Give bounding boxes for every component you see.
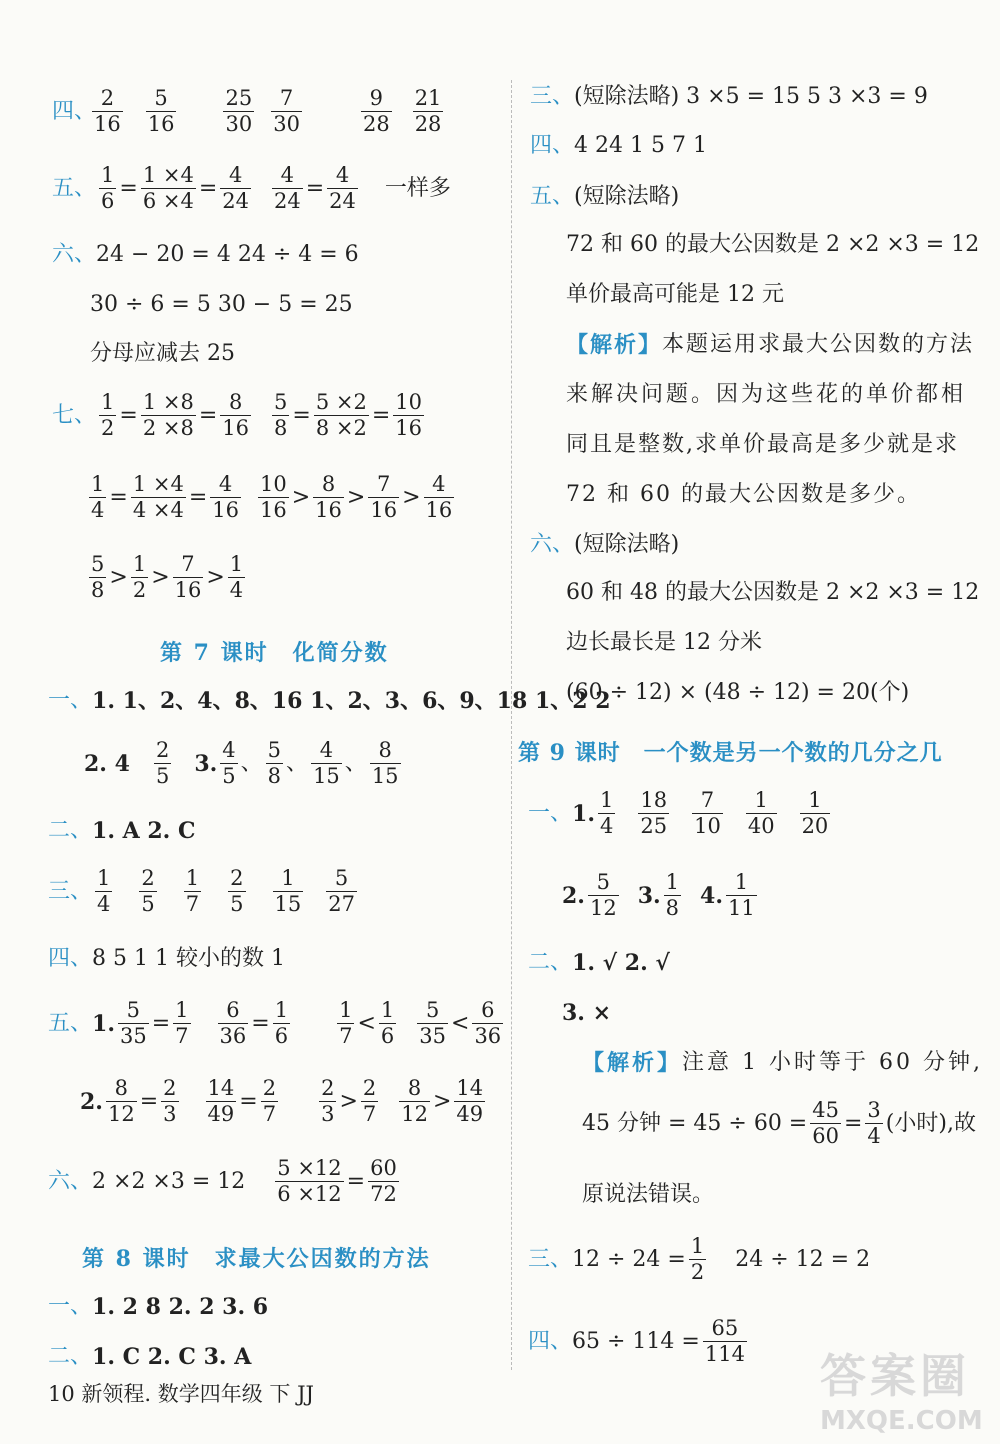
- right-q3: 三、 (短除法略) 3 ×5 = 15 5 3 ×3 = 9: [530, 84, 928, 109]
- l9-q2-analysis-2: 45 分钟 = 45 ÷ 60 = $\frac{45}{60}$ = 3 4 (小时),故: [582, 1098, 976, 1148]
- column-divider: [511, 80, 513, 1370]
- l9-q1-row1: 一、 1. 1 4 18 25 7 10 1 40 1 20: [528, 788, 829, 838]
- left-q5: 五、 1 6 = 1 ×4 6 ×4 = 4 24 4 24 = 4 24 一样多: [52, 163, 451, 213]
- lesson-7-heading: 第 7 课时 化简分数: [160, 640, 389, 666]
- l9-q1-row2: 2. 5 12 3. 1 8 4. 1 11: [562, 870, 755, 920]
- right-q6-line1: 60 和 48 的最大公因数是 2 ×2 ×3 = 12: [566, 580, 980, 605]
- section-label: 四、: [52, 98, 97, 124]
- right-q6-line2: 边长最长是 12 分米: [566, 630, 762, 655]
- right-q5-analysis-2: 来解决问题。因为这些花的单价都相: [566, 382, 967, 407]
- l7-q2: 二、 1. A 2. C: [48, 818, 196, 844]
- l7-q1-line1: 一、 1. 1、2、4、8、16 1、2、3、6、9、18 1、2 2: [48, 688, 611, 714]
- l9-q2-line1: 二、 1. √ 2. √: [528, 950, 670, 976]
- l9-q2-analysis-1: 【解析】 注意 1 小时等于 60 分钟,: [582, 1050, 983, 1076]
- right-q5-line1: 72 和 60 的最大公因数是 2 ×2 ×3 = 12: [566, 232, 980, 257]
- l9-q3: 三、 12 ÷ 24 = $\frac{1}{2}$ 24 ÷ 12 = 2: [528, 1234, 871, 1284]
- l7-q3: 三、 1 4 2 5 1 7 2 5 1 15 5 27: [48, 866, 355, 916]
- left-q6-line3: 分母应减去 25: [90, 341, 235, 366]
- right-q5-analysis-1: 【解析】 本题运用求最大公因数的方法: [566, 332, 975, 358]
- right-q5-line0: 五、 (短除法略): [530, 184, 680, 209]
- l8-q2: 二、 1. C 2. C 3. A: [48, 1344, 252, 1370]
- right-q6-line3: (60 ÷ 12) × (48 ÷ 12) = 20(个): [566, 680, 910, 705]
- l9-q2-line2: 3. ×: [562, 1000, 612, 1026]
- left-q4: 四、 2 16 5 16 25 30 7 30 9 28 21 28: [52, 86, 442, 136]
- l9-q4: 四、 65 ÷ 114 = $\frac{65}{114}$: [528, 1316, 745, 1366]
- left-q7-row3: 5 8 > 1 2 > 7 16 > 1 4: [91, 552, 244, 602]
- l7-q5-row2: 2. 8 12 = 2 3 14 49 = 2 7 2 3 > 2 7 8 12 > 14 49: [80, 1076, 484, 1126]
- l7-q6: 六、 2 ×2 ×3 = 12 5 ×12 6 ×12 = 60 72: [48, 1156, 397, 1206]
- lesson-8-heading: 第 8 课时 求最大公因数的方法: [82, 1246, 431, 1272]
- l7-q5-row1: 五、 1. 5 35 = 1 7 6 36 = 1 6 1 7 < 1 6 5 35 < 6 36: [48, 998, 502, 1048]
- watermark-logo: 答案圈 MXQE.COM: [820, 1349, 983, 1436]
- l7-q4: 四、 8 5 1 1 较小的数 1: [48, 946, 285, 971]
- right-q5-analysis-4: 72 和 60 的最大公因数是多少。: [566, 482, 921, 507]
- left-q6-line2: 30 ÷ 6 = 5 30 − 5 = 25: [90, 292, 353, 317]
- left-q6-line1: 六、 24 − 20 = 4 24 ÷ 4 = 6: [52, 242, 359, 267]
- l7-q1-line2: 2. 4 2 5 3. 4 5 、 5 8 、 4 15 、 8 15: [84, 738, 399, 788]
- right-q5-analysis-3: 同且是整数,求单价最高是多少就是求: [566, 432, 959, 457]
- lesson-9-heading: 第 9 课时 一个数是另一个数的几分之几: [518, 740, 943, 766]
- left-q7-row1: 七、 1 2 = 1 ×8 2 ×8 = 8 16 5 8 = 5 ×2 8 ×2 = 10 16: [52, 390, 422, 440]
- left-q7-row2: 1 4 = 1 ×4 4 ×4 = 4 16 10 16 > 8 16 > 7 16 > 4 16: [91, 472, 453, 522]
- l9-q2-analysis-3: 原说法错误。: [582, 1182, 715, 1207]
- right-q4: 四、 4 24 1 5 7 1: [530, 133, 707, 158]
- right-q6-line0: 六、 (短除法略): [530, 532, 680, 557]
- right-q5-line2: 单价最高可能是 12 元: [566, 282, 784, 307]
- l8-q1: 一、 1. 2 8 2. 2 3. 6: [48, 1294, 269, 1320]
- page-footer: 10 新领程. 数学四年级 下 JJ: [48, 1382, 314, 1406]
